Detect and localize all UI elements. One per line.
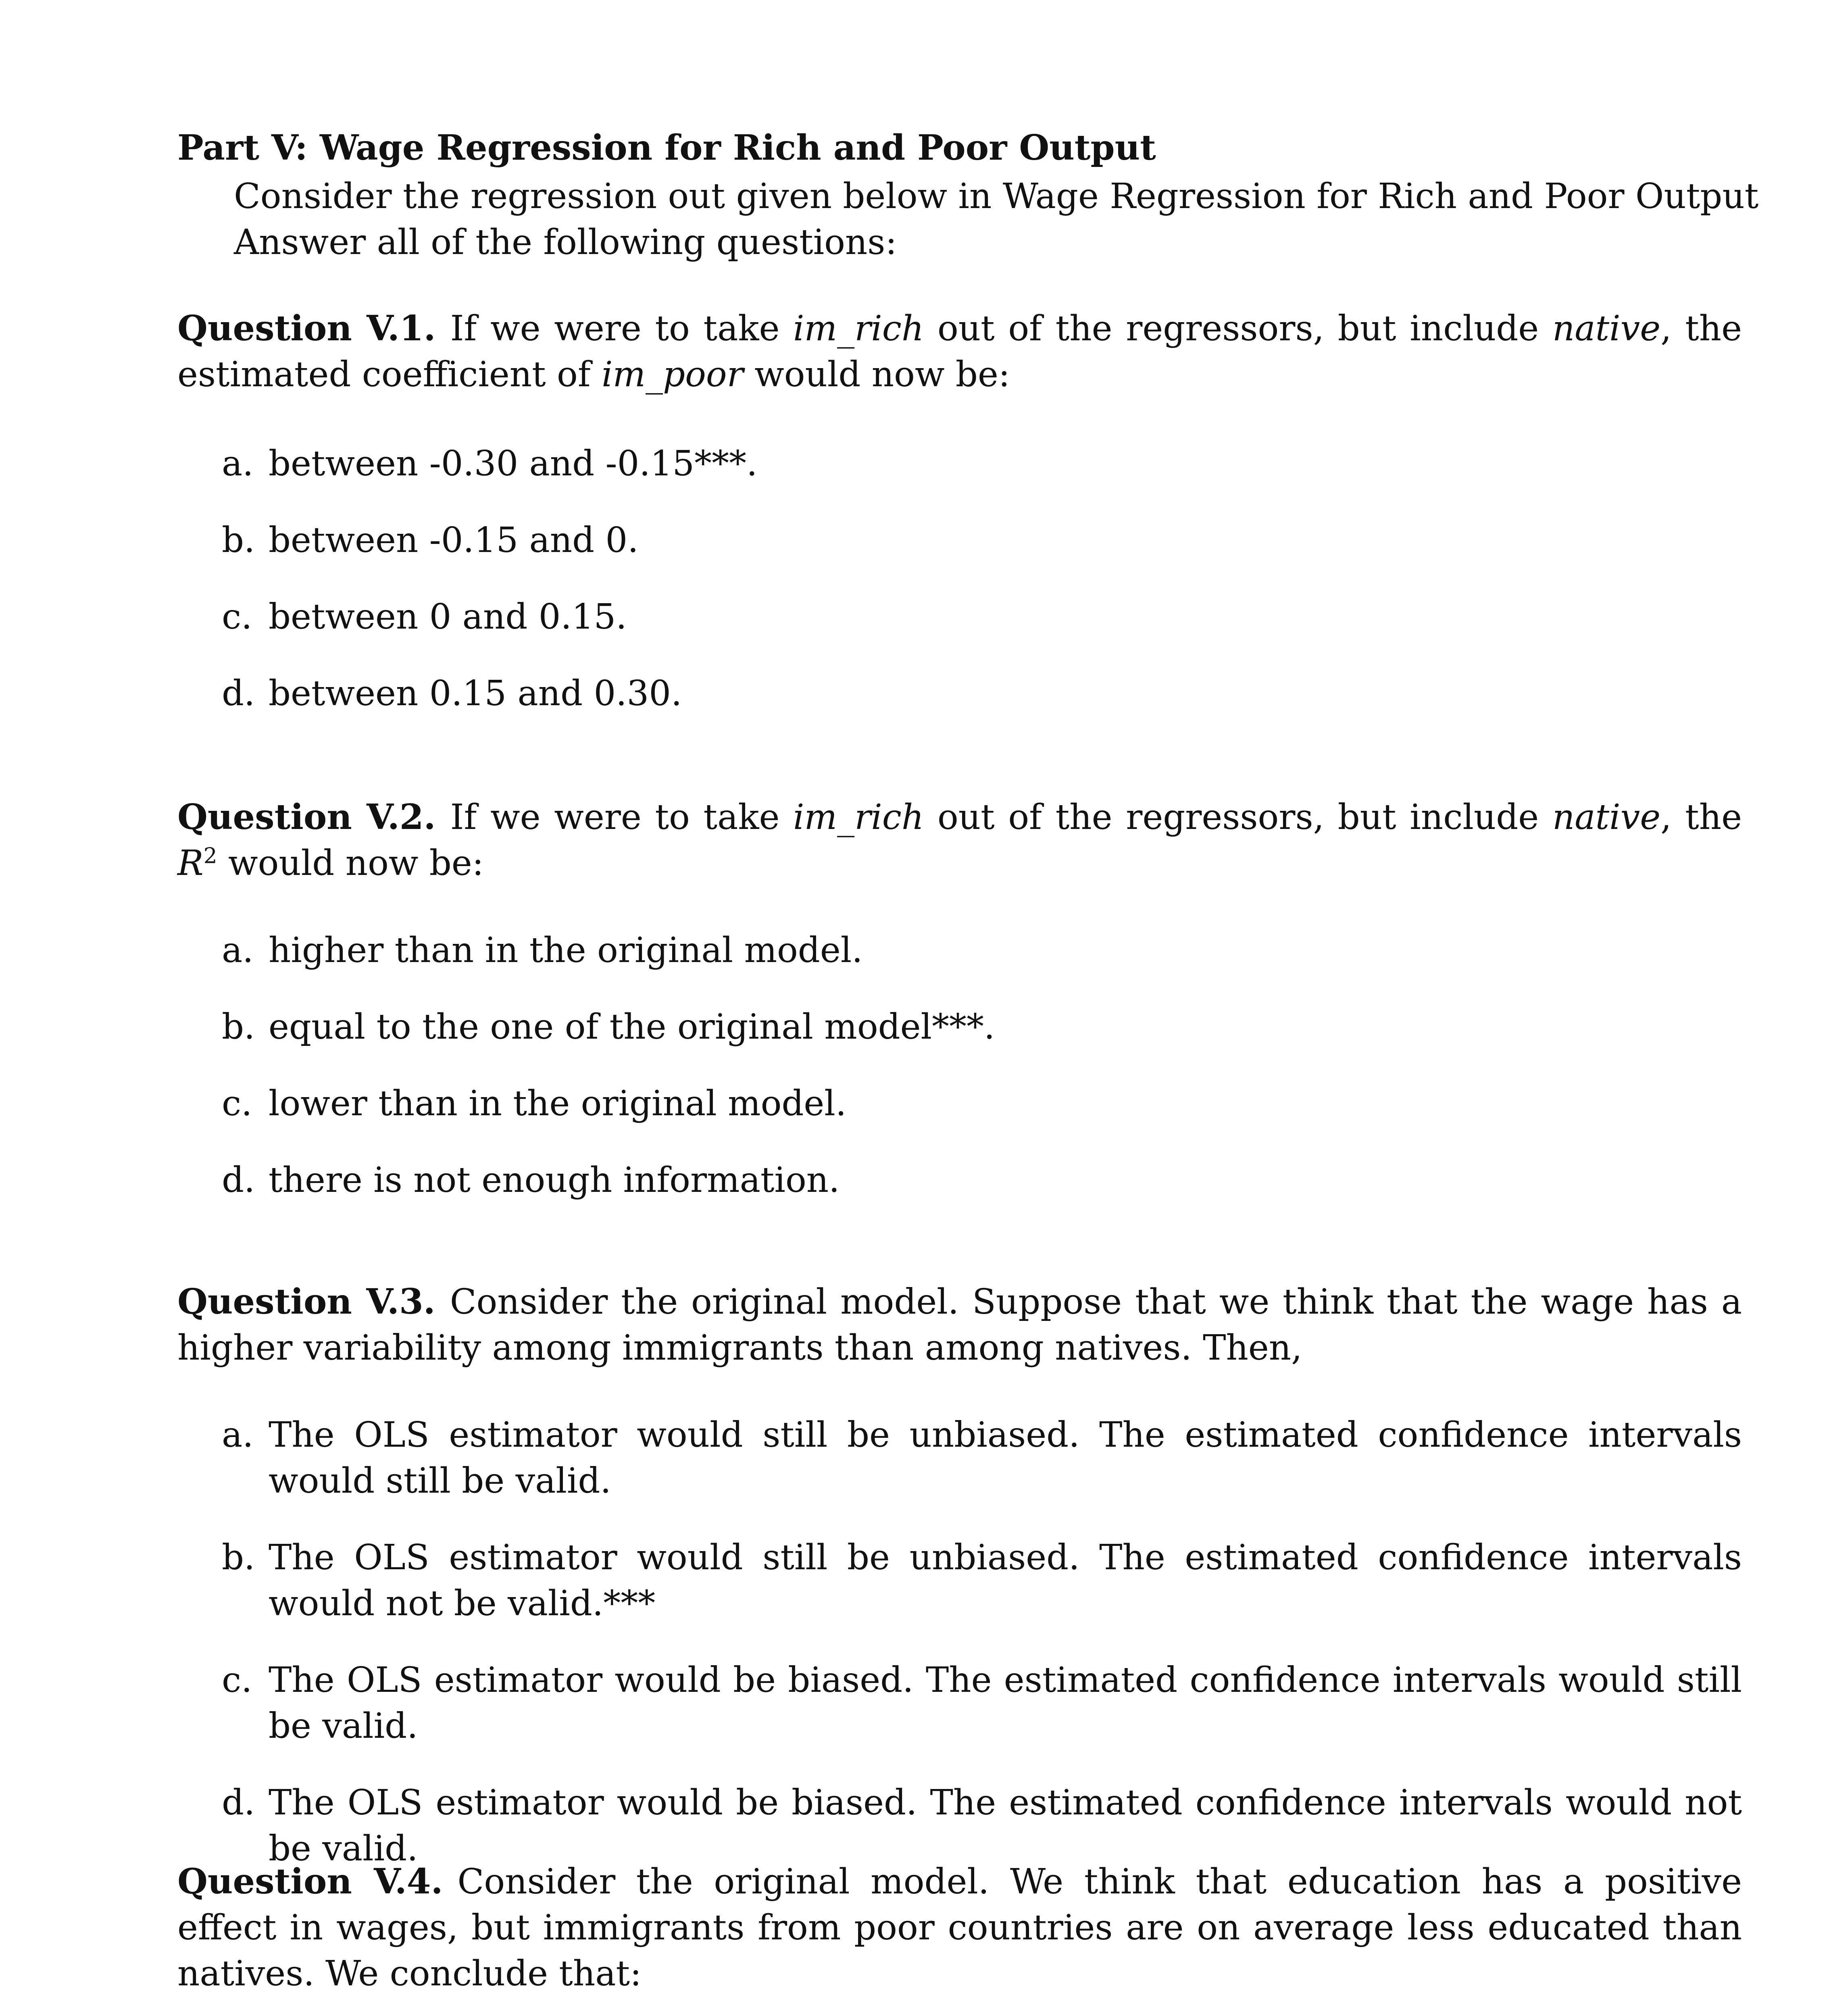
option-d: d. between 0.15 and 0.30. — [222, 673, 682, 714]
option-b: b. between -0.15 and 0. — [222, 520, 639, 560]
option-c: c. The OLS estimator would be biased. The estimated confidence intervals would still be valid. — [222, 1660, 1742, 1746]
question-label: Question V.1. — [177, 308, 436, 349]
question-v4-stem: Question V.4. Consider the original model. We think that education has a positive effect in wages, but immigrants from poor countries are on average less educated than natives. We conclude that: — [177, 1861, 1742, 1994]
question-label: Question V.4. — [177, 1861, 443, 1902]
part-intro — [234, 173, 1766, 265]
option-a: a. between -0.30 and -0.15***. — [222, 444, 758, 484]
option-a: a. higher than in the original model. — [222, 930, 863, 971]
option-c: c. lower than in the original model. — [222, 1083, 847, 1124]
r-squared-symbol: R — [177, 843, 204, 883]
option-c: c. between 0 and 0.15. — [222, 597, 627, 637]
question-v2-options — [222, 927, 1742, 1203]
option-b: b. The OLS estimator would still be unbiased. The estimated confidence intervals would not be valid.*** — [222, 1537, 1742, 1624]
option-a: a. The OLS estimator would still be unbiased. The estimated confidence intervals would still be valid. — [222, 1415, 1742, 1501]
question-v1-options — [222, 441, 1742, 716]
option-b: b. equal to the one of the original model***. — [222, 1007, 995, 1047]
question-v1-stem: Question V.1. If we were to take im_rich out of the regressors, but include native, the estimated coefficient of im_poor would now be: — [177, 308, 1742, 395]
question-label: Question V.2. — [177, 797, 436, 837]
intro-line-1: Consider the regression out given below in Wage Regression for Rich and Poor Output — [234, 176, 1759, 217]
option-d: d. The OLS estimator would be biased. The estimated confidence intervals would not be valid. — [222, 1783, 1742, 1869]
variable-im-rich: im_rich — [793, 308, 924, 349]
question-v2-stem: Question V.2. If we were to take im_rich out of the regressors, but include native, the $R^2$ would now be: — [177, 797, 1742, 883]
variable-native: native — [1552, 797, 1661, 837]
option-d: d. there is not enough information. — [222, 1160, 840, 1200]
variable-im-rich: im_rich — [793, 797, 924, 837]
intro-line-2: Answer all of the following questions: — [234, 222, 897, 262]
question-v3-stem: Question V.3. Consider the original model. Suppose that we think that the wage has a higher variability among immigrants than among natives. Then, — [177, 1281, 1742, 1368]
question-label: Question V.3. — [177, 1281, 435, 1322]
part-title: Part V: Wage Regression for Rich and Poor Output — [177, 127, 1156, 168]
r-squared-exponent: 2 — [203, 843, 217, 868]
variable-native: native — [1552, 308, 1661, 349]
question-v3-options — [222, 1412, 1742, 1872]
variable-im-poor: im_poor — [602, 354, 744, 395]
